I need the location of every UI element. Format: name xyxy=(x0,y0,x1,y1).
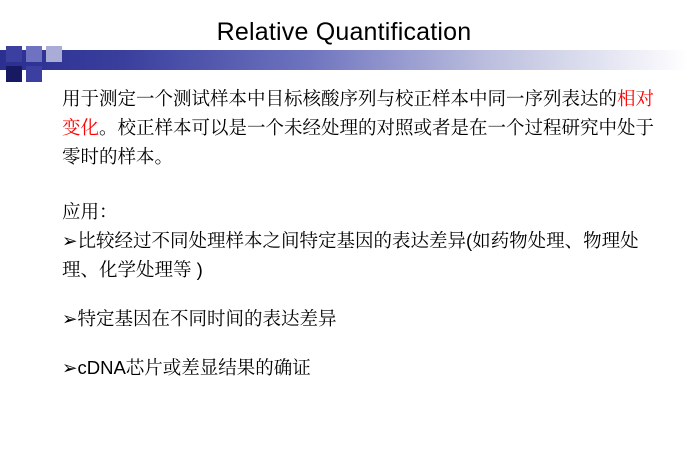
section-label: 应用： xyxy=(62,201,118,222)
slide-body xyxy=(62,84,662,382)
intro-paragraph xyxy=(62,84,662,171)
intro-text-highlight: 相对变化 xyxy=(62,88,655,138)
page-title: Relative Quantification xyxy=(216,18,472,46)
decorative-band xyxy=(0,46,688,74)
band-gradient xyxy=(0,50,688,70)
decor-square xyxy=(26,66,42,82)
decor-square xyxy=(26,46,42,62)
decor-square xyxy=(6,66,22,82)
intro-text-part2: 。校正样本可以是一个未经处理的对照或者是在一个过程研究中处于零时的样本。 xyxy=(62,117,655,167)
list-item: ➢特定基因在不同时间的表达差异 xyxy=(62,308,337,329)
spacer xyxy=(62,171,662,197)
list-item: ➢cDNA芯片或差显结果的确证 xyxy=(62,357,311,378)
spacer xyxy=(62,333,662,353)
decor-square xyxy=(6,46,22,62)
list-item: ➢比较经过不同处理样本之间特定基因的表达差异(如药物处理、物理处理、化学处理等 ) xyxy=(62,230,639,280)
spacer xyxy=(62,284,662,304)
intro-text-part1: 用于测定一个测试样本中目标核酸序列与校正样本中同一序列表达的 xyxy=(62,88,618,109)
decor-square xyxy=(46,46,62,62)
